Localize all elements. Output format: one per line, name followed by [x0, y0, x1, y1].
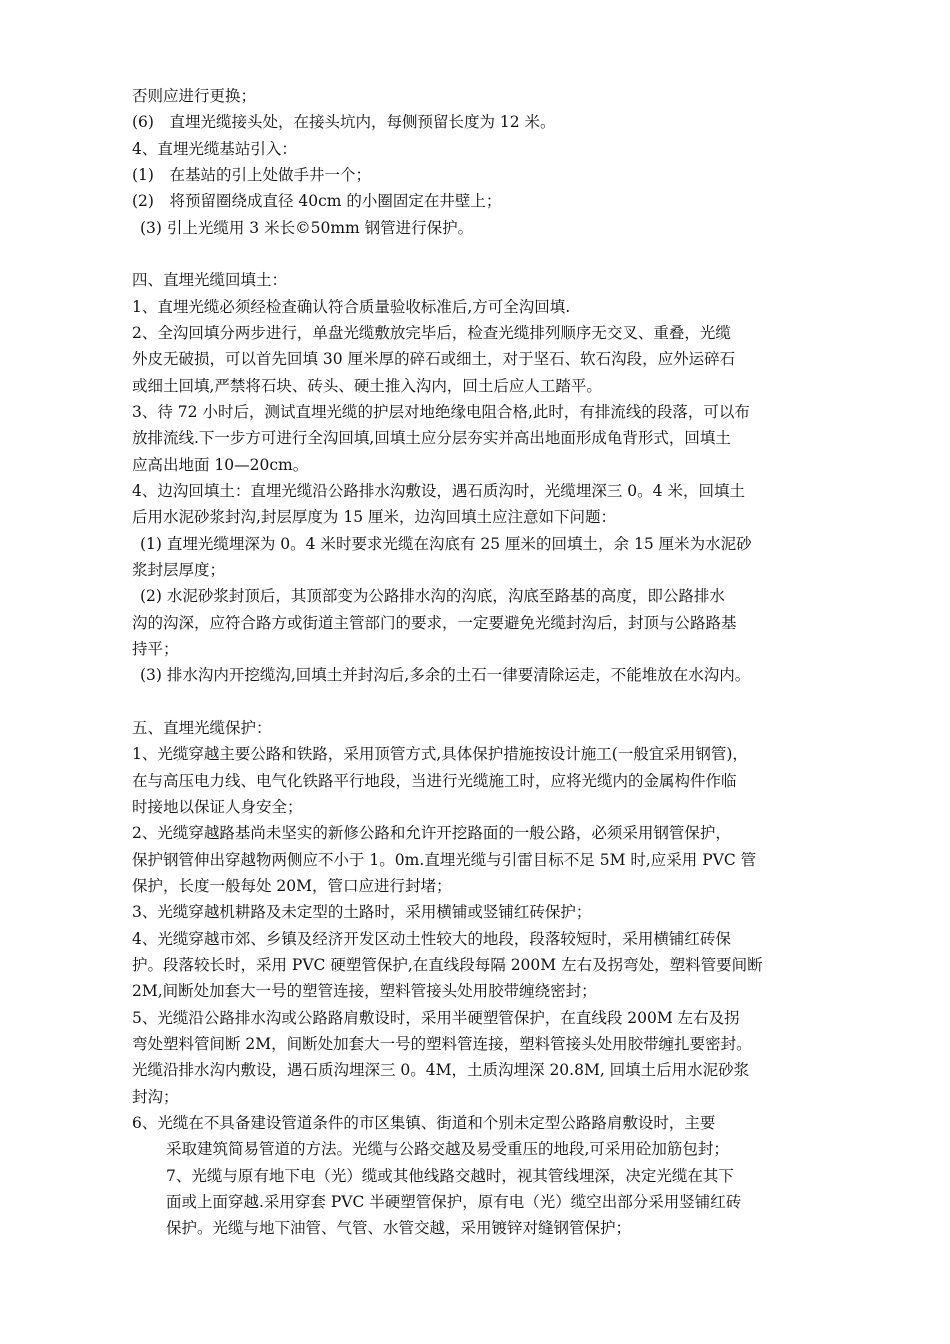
- text-line: 弯处塑料管间断 2M，间断处加套大一号的塑料管连接，塑料管接头处用胶带缠扎要密封。: [132, 1035, 752, 1053]
- section-heading: 四、直埋光缆回填土：: [132, 271, 288, 289]
- text-line: 保护。光缆与地下油管、气管、水管交越，采用镀锌对缝钢管保护；: [166, 1219, 632, 1237]
- section-heading: 五、直埋光缆保护：: [132, 719, 272, 737]
- text-line: 时接地以保证人身安全；: [132, 798, 303, 816]
- text-line: 否则应进行更换；: [132, 87, 257, 105]
- text-line: 1、直埋光缆必须经检查确认符合质量验收标准后,方可全沟回填.: [132, 298, 571, 316]
- text-line: 持平；: [132, 640, 179, 658]
- text-line: (3) 排水沟内开挖缆沟,回填土并封沟后,多余的土石一律要清除运走，不能堆放在水沟内。: [140, 666, 751, 684]
- text-line: 保护钢管伸出穿越物两侧应不小于 1。0m.直埋光缆与引雷目标不足 5M 时,应采用 PVC 管: [132, 851, 757, 869]
- text-line: 光缆沿排水沟内敷设，遇石质沟埋深三 0。4M，土质沟埋深 20.8M, 回填土后用水泥砂浆: [132, 1061, 750, 1079]
- text-line: 4、光缆穿越市郊、乡镇及经济开发区动土性较大的地段，段落较短时，采用横铺红砖保: [132, 930, 731, 948]
- text-line: 1、光缆穿越主要公路和铁路，采用顶管方式,具体保护措施按设计施工(一般宜采用钢管)，: [132, 745, 748, 763]
- text-line: (6) 直埋光缆接头处，在接头坑内，每侧预留长度为 12 米。: [132, 113, 556, 131]
- text-line: (2) 将预留圈绕成直径 40cm 的小圈固定在井壁上；: [132, 192, 502, 210]
- text-line: 沟的沟深，应符合路方或街道主管部门的要求，一定要避免光缆封沟后，封顶与公路路基: [132, 614, 737, 632]
- text-line: (1) 直埋光缆埋深为 0。4 米时要求光缆在沟底有 25 厘米的回填土，余 15 厘米为水泥砂: [140, 535, 752, 553]
- text-line: 7、光缆与原有地下电（光）缆或其他线路交越时，视其管线埋深，决定光缆在其下: [166, 1167, 734, 1185]
- text-line: 或细土回填,严禁将石块、砖头、硬土推入沟内，回土后应人工踏平。: [132, 377, 602, 395]
- text-line: 放排流线.下一步方可进行全沟回填,回填土应分层夯实并高出地面形成龟背形式，回填土: [132, 429, 731, 447]
- text-line: (3) 引上光缆用 3 米长©50mm 钢管进行保护。: [140, 219, 474, 237]
- text-line: 2M,间断处加套大一号的塑管连接，塑料管接头处用胶带缠绕密封；: [132, 982, 597, 1000]
- text-line: 外皮无破损，可以首先回填 30 厘米厚的碎石或细土，对于坚石、软石沟段，应外运碎石: [132, 350, 736, 368]
- text-line: (1) 在基站的引上处做手井一个；: [132, 166, 371, 184]
- text-line: 在与高压电力线、电气化铁路平行地段，当进行光缆施工时，应将光缆内的金属构件作临: [132, 772, 737, 790]
- text-line: 6、光缆在不具备建设管道条件的市区集镇、街道和个别未定型公路路肩敷设时，主要: [132, 1114, 716, 1132]
- text-line: 浆封层厚度；: [132, 561, 226, 579]
- text-line: (2) 水泥砂浆封顶后，其顶部变为公路排水沟的沟底，沟底至路基的高度，即公路排水: [140, 587, 725, 605]
- text-line: 应高出地面 10—20cm。: [132, 456, 309, 474]
- text-line: 2、光缆穿越路基尚未坚实的新修公路和允许开挖路面的一般公路，必须采用钢管保护，: [132, 824, 731, 842]
- text-line: 4、边沟回填土：直埋光缆沿公路排水沟敷设，遇石质沟时，光缆埋深三 0。4 米，回填土: [132, 482, 745, 500]
- text-line: 护。段落较长时，采用 PVC 硬塑管保护,在直线段每隔 200M 左右及拐弯处，塑料管要间断: [132, 956, 763, 974]
- text-line: 后用水泥砂浆封沟,封层厚度为 15 厘米，边沟回填土应注意如下问题：: [132, 508, 617, 526]
- text-line: 3、光缆穿越机耕路及未定型的土路时，采用横铺或竖铺红砖保护；: [132, 903, 592, 921]
- text-line: 3、待 72 小时后，测试直埋光缆的护层对地绝缘电阻合格,此时，有排流线的段落，可以布: [132, 403, 750, 421]
- text-line: 保护，长度一般每处 20M，管口应进行封堵；: [132, 877, 452, 895]
- text-line: 封沟；: [132, 1088, 179, 1106]
- text-line: 采取建筑简易管道的方法。光缆与公路交越及易受重压的地段,可采用砼加筋包封；: [166, 1140, 729, 1158]
- text-line: 2、全沟回填分两步进行，单盘光缆敷放完毕后，检查光缆排列顺序无交叉、重叠，光缆: [132, 324, 731, 342]
- text-line: 面或上面穿越.采用穿套 PVC 半硬塑管保护，原有电（光）缆空出部分采用竖铺红砖: [166, 1193, 742, 1211]
- text-line: 4、直埋光缆基站引入：: [132, 140, 297, 158]
- text-line: 5、光缆沿公路排水沟或公路路肩敷设时，采用半硬塑管保护，在直线段 200M 左右及拐: [132, 1009, 740, 1027]
